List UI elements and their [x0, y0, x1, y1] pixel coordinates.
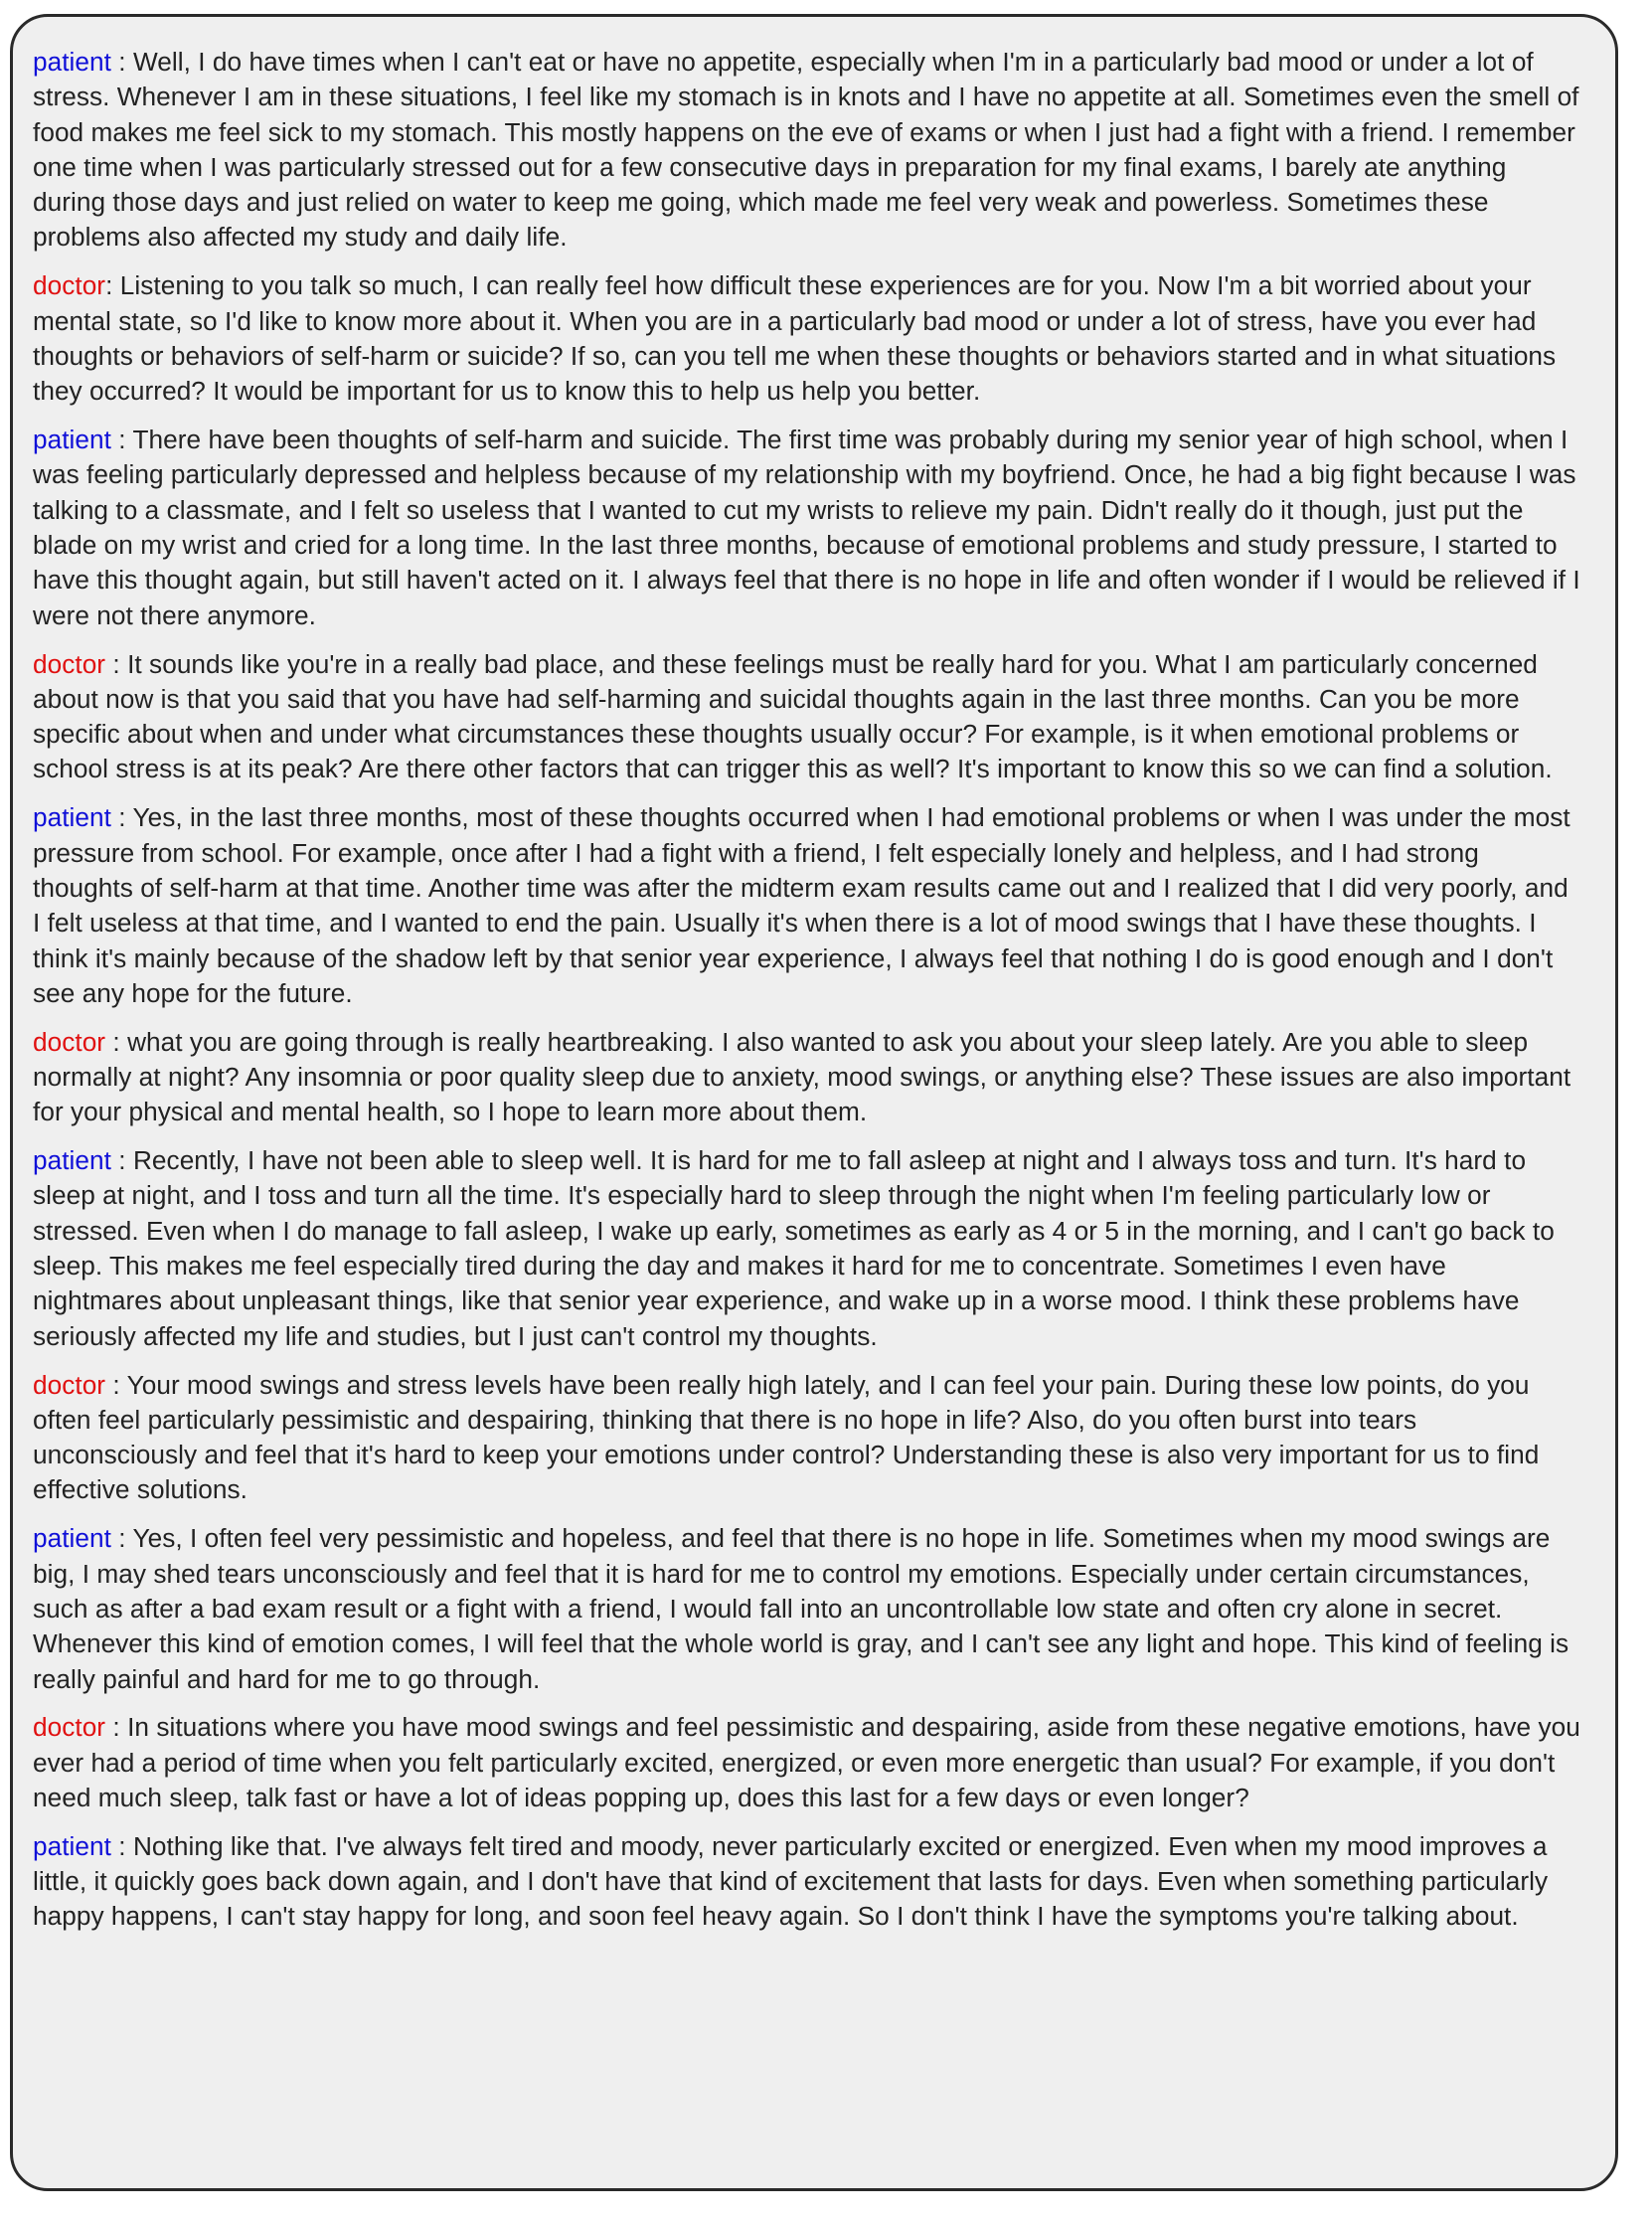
speaker-separator: :	[110, 802, 133, 833]
utterance-text: In situations where you have mood swings and feel pessimistic and despairing, aside from these negative emotions, have you ever had a period of time when you felt particularly excited, energized, or even more energetic than usual? For example, if you don't need much sleep, talk fast or have a lot of ideas popping up, does this last for a few days or even longer?	[33, 1712, 1580, 1812]
speaker-label-patient: patient	[33, 425, 111, 455]
speaker-label-doctor: doctor	[33, 1712, 106, 1743]
dialogue-turn-patient	[33, 1521, 1581, 1696]
speaker-label-patient: patient	[33, 1523, 111, 1554]
speaker-label-patient: patient	[33, 802, 111, 833]
speaker-separator: :	[105, 270, 120, 301]
dialogue-turn-patient	[33, 1143, 1581, 1354]
dialogue-turn-patient	[33, 800, 1581, 1011]
utterance-text: There have been thoughts of self-harm and suicide. The first time was probably during my senior year of high school, when I was feeling particularly depressed and helpless because of my relationship with my boyfriend. Once, he had a big fight because I was talking to a classmate, and I felt so useless that I wanted to cut my wrists to relieve my pain. Didn't really do it though, just put the blade on my wrist and cried for a long time. In the last three months, because of emotional problems and study pressure, I started to have this thought again, but still haven't acted on it. I always feel that there is no hope in life and often wonder if I would be relieved if I were not there anymore.	[33, 425, 1580, 630]
dialogue-turn-doctor	[33, 1025, 1581, 1130]
speaker-label-doctor: doctor	[33, 270, 106, 301]
utterance-text: Nothing like that. I've always felt tired and moody, never particularly excited or energized. Even when my mood improves a little, it quickly goes back down again, and I don't have that kind of excitement that lasts for days. Even when something particularly happy happens, I can't stay happy for long, and soon feel heavy again. So I don't think I have the symptoms you're talking about.	[33, 1830, 1549, 1932]
speaker-separator: :	[110, 425, 133, 455]
speaker-separator: :	[105, 1369, 127, 1400]
utterance-text: Recently, I have not been able to sleep well. It is hard for me to fall asleep at night and I always toss and turn. It's hard to sleep at night, and I toss and turn all the time. It's especially hard to sleep through the night when I'm feeling particularly low or stressed. Even when I do manage to fall asleep, I wake up early, sometimes as early as 4 or 5 in the morning, and I can't go back to sleep. This makes me feel especially tired during the day and makes it hard for me to concentrate. Sometimes I even have nightmares about unpleasant things, like that senior year experience, and wake up in a worse mood. I think these problems have seriously affected my life and studies, but I just can't control my thoughts.	[33, 1145, 1555, 1351]
dialogue-turn-patient	[33, 45, 1581, 256]
dialogue-turn-doctor	[33, 1368, 1581, 1508]
dialogue-turn-doctor	[33, 268, 1581, 409]
dialogue-turn-patient	[33, 1829, 1581, 1935]
speaker-separator: :	[105, 1026, 128, 1057]
dialogue-turn-doctor	[33, 647, 1581, 787]
utterance-text: It sounds like you're in a really bad place, and these feelings must be really hard for you. What I am particularly concerned about now is that you said that you have had self-harming and suicidal thoughts again in the last three months. Can you be more specific about when and under what circumstances these thoughts usually occur? For example, is it when emotional problems or school stress is at its peak? Are there other factors that can trigger this as well? It's important to know this so we can find a solution.	[33, 648, 1553, 784]
utterance-text: Your mood swings and stress levels have been really high lately, and I can feel your pain. During these low points, do you often feel particularly pessimistic and despairing, thinking that there is no hope in life? Also, do you often burst into tears unconsciously and feel that it's hard to keep your emotions under control? Understanding these is also very important for us to find effective solutions.	[33, 1369, 1540, 1505]
utterance-text: what you are going through is really heartbreaking. I also wanted to ask you about your sleep lately. Are you able to sleep normally at night? Any insomnia or poor quality sleep due to anxiety, mood swings, or anything else? These issues are also important for your physical and mental health, so I hope to learn more about them.	[33, 1026, 1571, 1127]
utterance-text: Yes, I often feel very pessimistic and hopeless, and feel that there is no hope in life. Sometimes when my mood swings are big, I may shed tears unconsciously and feel that it is hard for me to control my emotions. Especially under certain circumstances, such as after a bad exam result or a fight with a friend, I would fall into an uncontrollable low state and often cry alone in secret. Whenever this kind of emotion comes, I will feel that the whole world is gray, and I can't see any light and hope. This kind of feeling is really painful and hard for me to go through.	[33, 1523, 1569, 1694]
speaker-label-patient: patient	[33, 1830, 111, 1861]
speaker-label-doctor: doctor	[33, 648, 106, 679]
dialogue-turn-patient	[33, 423, 1581, 633]
speaker-separator: :	[110, 47, 133, 77]
speaker-separator: :	[105, 1712, 128, 1743]
dialogue-container	[10, 14, 1618, 2191]
utterance-text: Well, I do have times when I can't eat or have no appetite, especially when I'm in a particularly bad mood or under a lot of stress. Whenever I am in these situations, I feel like my stomach is in knots and I have no appetite at all. Sometimes even the smell of food makes me feel sick to my stomach. This mostly happens on the eve of exams or when I just had a fight with a friend. I remember one time when I was particularly stressed out for a few consecutive days in preparation for my final exams, I barely ate anything during those days and just relied on water to keep me going, which made me feel very weak and powerless. Sometimes these problems also affected my study and daily life.	[33, 47, 1579, 253]
speaker-separator: :	[105, 648, 128, 679]
utterance-text: Listening to you talk so much, I can really feel how difficult these experiences are for you. Now I'm a bit worried about your mental state, so I'd like to know more about it. When you are in a particularly bad mood or under a lot of stress, have you ever had thoughts or behaviors of self-harm or suicide? If so, can you tell me when these thoughts or behaviors started and in what situations they occurred? It would be important for us to know this to help us help you better.	[33, 270, 1557, 407]
speaker-label-patient: patient	[33, 1145, 111, 1176]
speaker-separator: :	[110, 1145, 133, 1176]
speaker-separator: :	[110, 1830, 133, 1861]
speaker-separator: :	[110, 1523, 133, 1554]
speaker-label-patient: patient	[33, 47, 111, 77]
speaker-label-doctor: doctor	[33, 1026, 106, 1057]
speaker-label-doctor: doctor	[33, 1369, 106, 1400]
dialogue-turn-doctor	[33, 1710, 1581, 1815]
utterance-text: Yes, in the last three months, most of these thoughts occurred when I had emotional problems or when I was under the most pressure from school. For example, once after I had a fight with a friend, I felt especially lonely and helpless, and I had strong thoughts of self-harm at that time. Another time was after the midterm exam results came out and I realized that I did very poorly, and I felt useless at that time, and I wanted to end the pain. Usually it's when there is a lot of mood swings that I have these thoughts. I think it's mainly because of the shadow left by that senior year experience, I always feel that nothing I do is good enough and I don't see any hope for the future.	[33, 802, 1570, 1008]
